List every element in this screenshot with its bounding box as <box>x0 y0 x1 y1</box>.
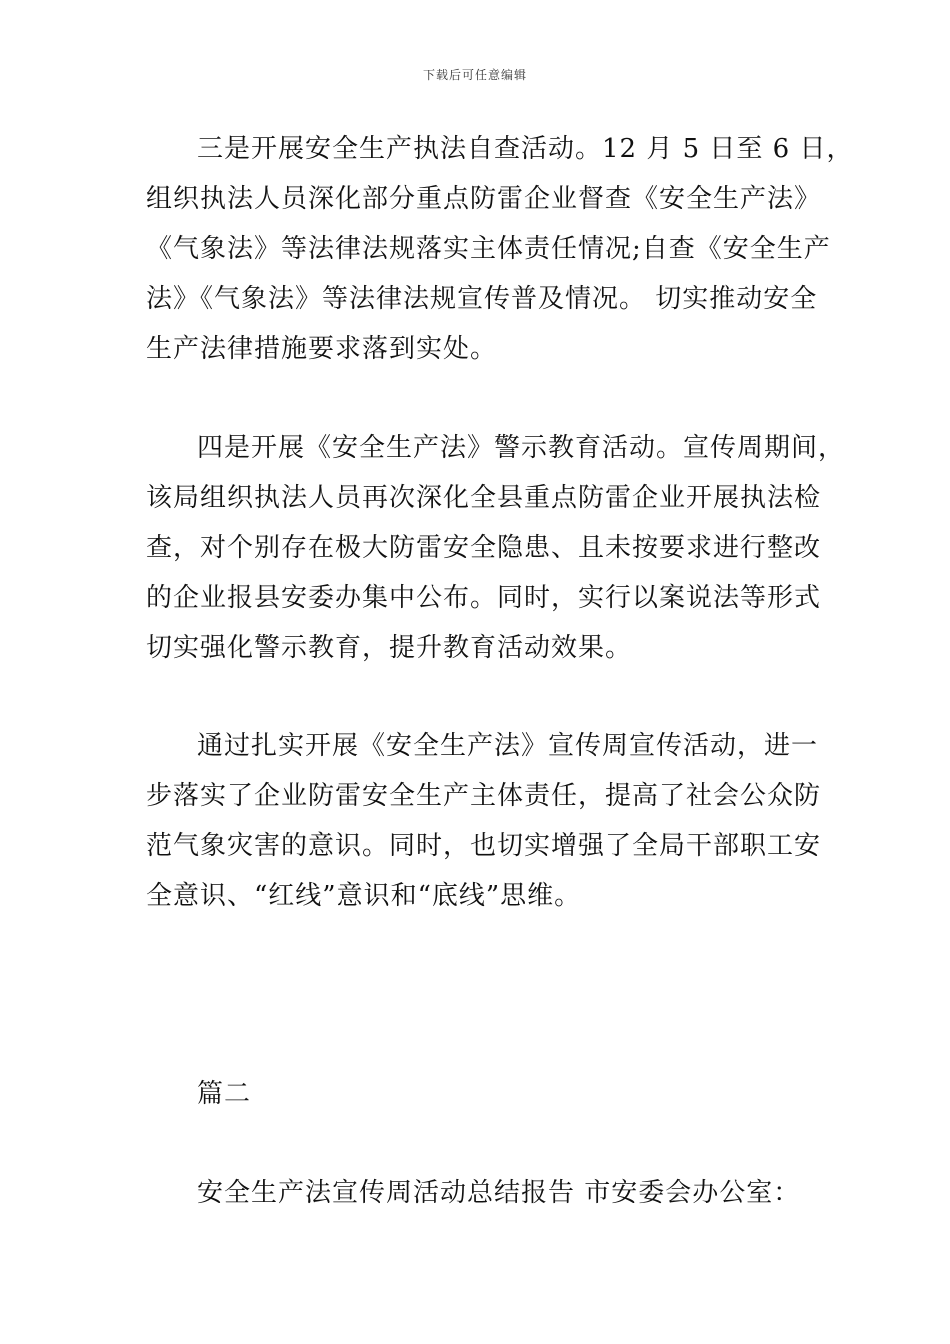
paragraph-line: 法》《气象法》等法律法规宣传普及情况。 切实推动安全 <box>146 284 818 314</box>
page-header: 下载后可任意编辑 <box>422 68 527 82</box>
paragraph-line: 组织执法人员深化部分重点防雷企业督查《安全生产法》 <box>146 184 822 214</box>
paragraph-line: 切实强化警示教育，提升教育活动效果。 <box>146 633 633 663</box>
paragraph-line: 范气象灾害的意识。同时，也切实增强了全局干部职工安 <box>146 831 822 861</box>
paragraph-line: 生产法律措施要求落到实处。 <box>146 334 498 364</box>
paragraph-line: 通过扎实开展《安全生产法》宣传周宣传活动，进一 <box>197 731 819 761</box>
paragraph-line: 的企业报县安委办集中公布。同时，实行以案说法等形式 <box>146 583 822 613</box>
paragraph-line: 三是开展安全生产执法自查活动。12 月 5 日至 6 日， <box>197 134 854 164</box>
paragraph-line: 《气象法》等法律法规落实主体责任情况;自查《安全生产 <box>146 234 831 264</box>
report-title-line: 安全生产法宣传周活动总结报告 市安委会办公室： <box>197 1178 801 1208</box>
paragraph-line: 步落实了企业防雷安全生产主体责任，提高了社会公众防 <box>146 781 822 811</box>
paragraph-line: 查，对个别存在极大防雷安全隐患、且未按要求进行整改 <box>146 533 822 563</box>
section-title: 篇二 <box>197 1079 252 1109</box>
paragraph-line: 全意识、“红线”意识和“底线”思维。 <box>146 881 582 911</box>
paragraph-line: 四是开展《安全生产法》警示教育活动。宣传周期间， <box>197 433 846 463</box>
paragraph-line: 该局组织执法人员再次深化全县重点防雷企业开展执法检 <box>146 483 822 513</box>
